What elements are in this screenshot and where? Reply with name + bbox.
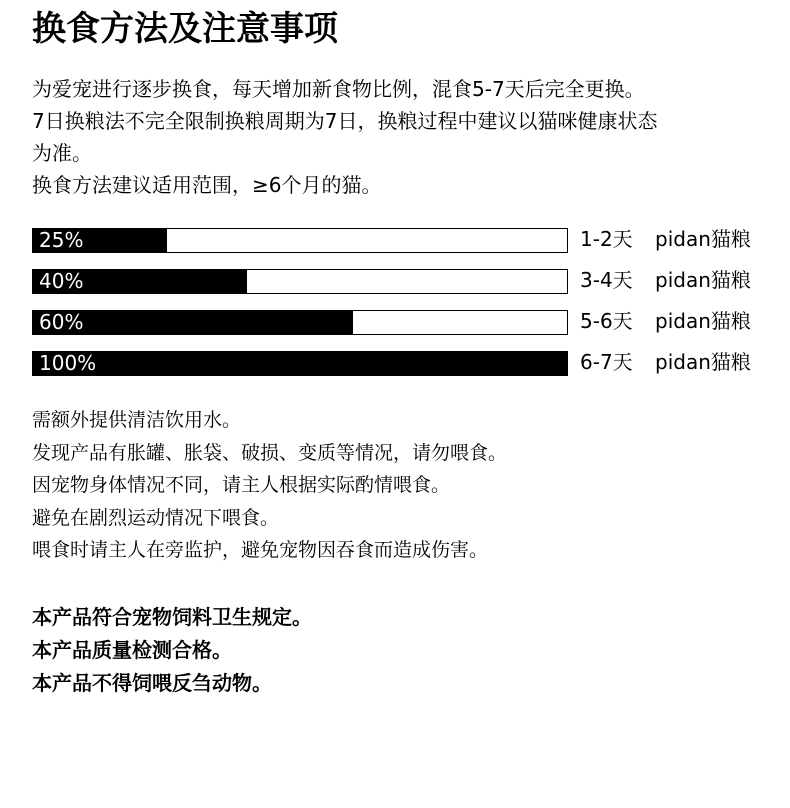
intro-line: 为准。 <box>32 141 92 165</box>
food-label: pidan猫粮 <box>655 227 751 251</box>
percent-label: 60% <box>39 310 84 334</box>
intro-line: 为爱宠进行逐步换食，每天增加新食物比例，混食5-7天后完全更换。 <box>32 77 645 101</box>
progress-track <box>32 351 568 376</box>
percent-label: 40% <box>39 269 84 293</box>
certification-line: 本产品符合宠物饲料卫生规定。 <box>32 605 312 629</box>
note-line: 因宠物身体情况不同，请主人根据实际酌情喂食。 <box>32 474 451 496</box>
notes-section <box>32 404 507 567</box>
note-line: 发现产品有胀罐、胀袋、破损、变质等情况，请勿喂食。 <box>32 441 508 464</box>
page-title: 换食方法及注意事项 <box>32 9 338 49</box>
food-label: pidan猫粮 <box>655 350 751 374</box>
intro-section <box>32 73 762 201</box>
food-label: pidan猫粮 <box>655 268 751 292</box>
days-label: 6-7天 <box>580 350 633 374</box>
days-label: 5-6天 <box>580 309 633 333</box>
days-label: 3-4天 <box>580 268 633 292</box>
certification-line: 本产品质量检测合格。 <box>32 638 232 662</box>
certification-line: 本产品不得饲喂反刍动物。 <box>32 671 272 695</box>
percent-label: 100% <box>39 351 97 375</box>
intro-line: 换食方法建议适用范围，≥6个月的猫。 <box>32 173 382 197</box>
percent-label: 25% <box>39 228 84 252</box>
progress-track <box>32 269 568 294</box>
progress-fill <box>33 352 567 375</box>
progress-track <box>32 228 568 253</box>
note-line: 避免在剧烈运动情况下喂食。 <box>32 506 280 529</box>
certifications-section <box>32 601 312 700</box>
food-label: pidan猫粮 <box>655 309 751 333</box>
intro-line: 7日换粮法不完全限制换粮周期为7日，换粮过程中建议以猫咪健康状态 <box>32 109 658 133</box>
progress-track <box>32 310 568 335</box>
note-line: 需额外提供清洁饮用水。 <box>32 409 242 431</box>
days-label: 1-2天 <box>580 227 633 251</box>
note-line: 喂食时请主人在旁监护，避免宠物因吞食而造成伤害。 <box>32 539 489 561</box>
